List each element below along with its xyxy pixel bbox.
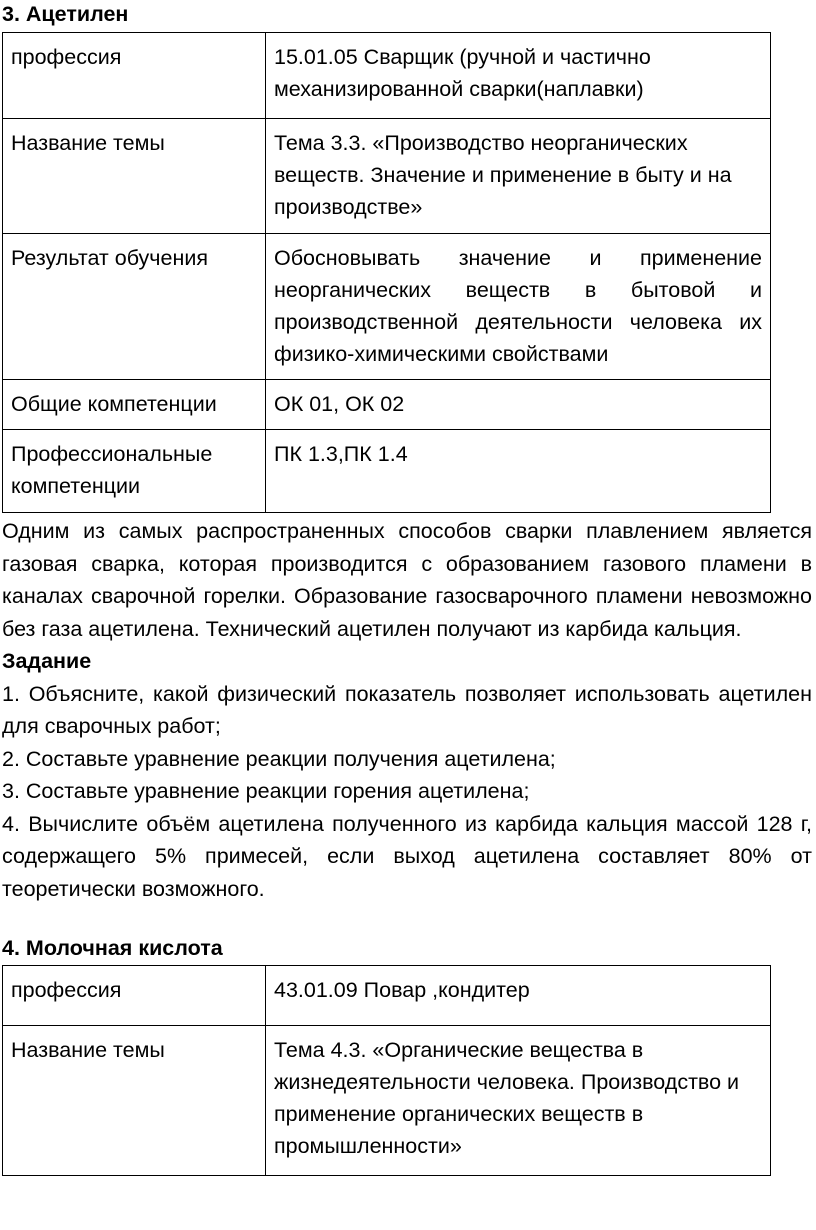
- row-value: Тема 3.3. «Производство неорганических веществ. Значение и применение в быту и на производстве»: [266, 119, 771, 234]
- row-label: Общие компетенции: [3, 380, 266, 430]
- row-value: 15.01.05 Сварщик (ручной и частично механизированной сварки(наплавки): [266, 33, 771, 119]
- task-item: 3. Составьте уравнение реакции горения ацетилена;: [2, 779, 530, 803]
- section-3-info-table: [2, 32, 771, 513]
- task-title: Задание: [2, 649, 92, 673]
- table-row: [3, 966, 771, 1026]
- section-4-heading: 4. Молочная кислота: [2, 936, 223, 960]
- row-value: Тема 4.3. «Органические вещества в жизнедеятельности человека. Производство и применение органических веществ в промышленности»: [266, 1026, 771, 1176]
- section-3-heading: 3. Ацетилен: [2, 2, 129, 26]
- row-label: Профессиональные компетенции: [3, 430, 266, 513]
- row-label: Название темы: [3, 119, 266, 234]
- row-label: Название темы: [3, 1026, 266, 1176]
- row-value: ОК 01, ОК 02: [266, 380, 771, 430]
- table-row: [3, 1026, 771, 1176]
- table-row: [3, 430, 771, 513]
- table-row: [3, 234, 771, 380]
- row-label: Результат обучения: [3, 234, 266, 380]
- table-row: [3, 119, 771, 234]
- task-item: 1. Объясните, какой физический показатель позволяет использовать ацетилен для сварочных работ;: [2, 681, 812, 738]
- row-value: Обосновывать значение и применение неорганических веществ в бытовой и производственной деятельности человека их физико-химическими свойствами: [266, 234, 771, 380]
- row-label: профессия: [3, 966, 266, 1026]
- section-4-info-table: [2, 965, 771, 1176]
- table-row: [3, 33, 771, 119]
- intro-paragraph: Одним из самых распространенных способов сварки плавлением является газовая сварка, которая производится с образованием газового пламени в каналах сварочной горелки. Образование газосварочного пламени невозможно без газа ацетилена. Технический ацетилен получают из карбида кальция.: [2, 519, 812, 641]
- row-value: 43.01.09 Повар ,кондитер: [266, 966, 771, 1026]
- task-item: 4. Вычислите объём ацетилена полученного из карбида кальция массой 128 г, содержащего 5% примесей, если выход ацетилена составляет 80% от теоретически возможного.: [2, 811, 812, 901]
- row-label: профессия: [3, 33, 266, 119]
- table-row: [3, 380, 771, 430]
- row-value: ПК 1.3,ПК 1.4: [266, 430, 771, 513]
- section-3-body: [2, 515, 812, 905]
- task-item: 2. Составьте уравнение реакции получения ацетилена;: [2, 746, 556, 771]
